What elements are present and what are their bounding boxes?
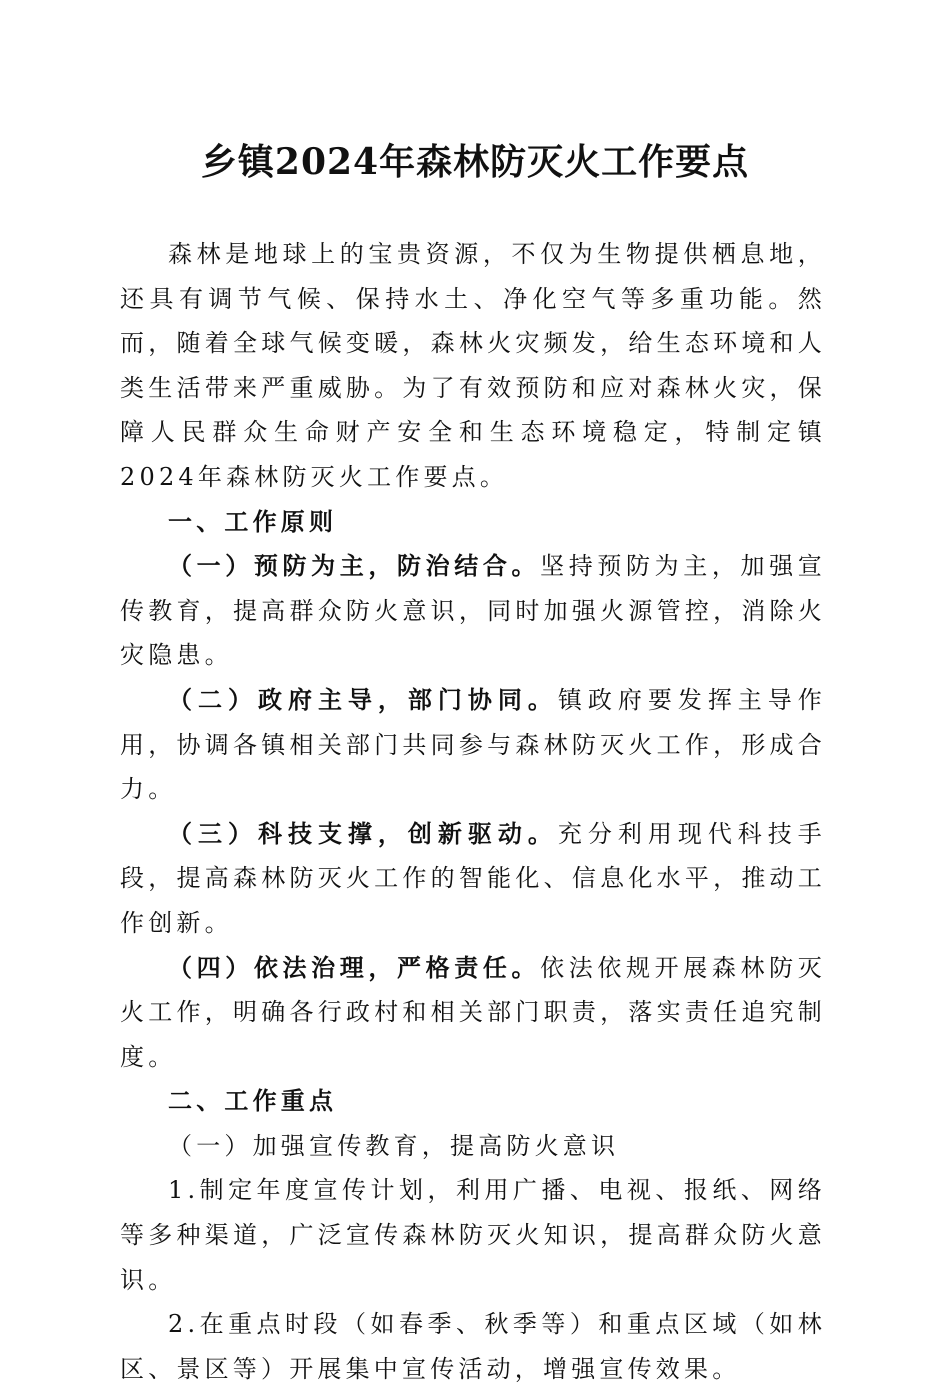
principle-item — [120, 678, 826, 812]
principle-item-head: （二）政府主导，部门协同。 — [168, 684, 558, 714]
document-body — [120, 232, 826, 1391]
principle-item-text: 坚持预防为主，加强宣传教育，提高群众防火意识，同时加强火源管控，消除火灾隐患。 — [120, 552, 826, 670]
principle-item-head: （四）依法治理，严格责任。 — [168, 952, 541, 982]
section-heading-principles: 一、工作原则 — [168, 506, 338, 536]
section-heading-key-points: 二、工作重点 — [168, 1086, 338, 1116]
principle-item-text: 充分利用现代科技手段，提高森林防灭火工作的智能化、信息化水平，推动工作创新。 — [120, 819, 826, 937]
principle-item-head: （一）预防为主，防治结合。 — [168, 551, 541, 581]
document-title: 乡镇2024年森林防灭火工作要点 — [200, 141, 750, 183]
principle-item — [120, 812, 826, 946]
key-point-item: 1.制定年度宣传计划，利用广播、电视、报纸、网络等多种渠道，广泛宣传森林防灭火知识，提高群众防火意识。 — [120, 1176, 826, 1294]
principle-item-head: （三）科技支撑，创新驱动。 — [168, 818, 558, 848]
subsection-heading: （一）加强宣传教育，提高防火意识 — [168, 1131, 620, 1160]
intro-paragraph: 森林是地球上的宝贵资源，不仅为生物提供栖息地，还具有调节气候、保持水土、净化空气等多重功能。然而，随着全球气候变暖，森林火灾频发，给生态环境和人类生活带来严重威胁。为了有效预防和应对森林火灾，保障人民群众生命财产安全和生态环境稳定，特制定镇2024年森林防灭火工作要点。 — [120, 240, 826, 491]
principle-item — [120, 544, 826, 678]
principle-item-text: 依法依规开展森林防灭火工作，明确各行政村和相关部门职责，落实责任追究制度。 — [120, 953, 826, 1071]
principle-item-text: 镇政府要发挥主导作用，协调各镇相关部门共同参与森林防灭火工作，形成合力。 — [120, 685, 826, 804]
key-point-item: 2.在重点时段（如春季、秋季等）和重点区域（如林区、景区等）开展集中宣传活动，增强宣传效果。 — [120, 1310, 826, 1383]
principle-item — [120, 946, 826, 1080]
